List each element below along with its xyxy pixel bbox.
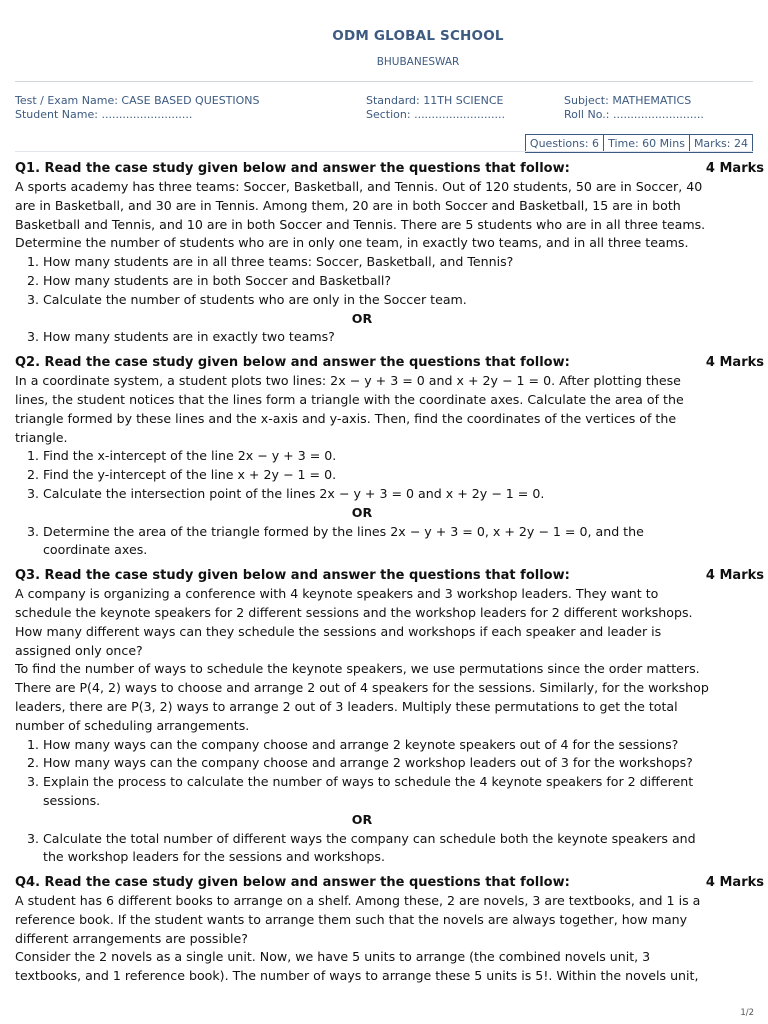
school-name: ODM GLOBAL SCHOOL: [332, 28, 504, 44]
sub-question: 2. How many ways can the company choose and arrange 2 workshop leaders out of 3 for the workshops?: [43, 754, 709, 773]
question-marks: 4 Marks: [705, 875, 764, 891]
question-4: [15, 873, 766, 986]
question-1: [15, 159, 766, 347]
sub-question: 2. How many students are in both Soccer and Basketball?: [43, 272, 709, 291]
sub-question: 3. Calculate the intersection point of the lines 2x − y + 3 = 0 and x + 2y − 1 = 0.: [43, 485, 709, 504]
case-text: A sports academy has three teams: Soccer, Basketball, and Tennis. Out of 120 students, 50 are in Soccer, 40 are in Basketball, and 30 are in Tennis. Among them, 20 are in both Soccer and Basketball, 15 are in both Basketball and Tennis, and 10 are in both Soccer and Tennis. There are 5 students who are in all three teams. Determine the number of students who are in only one team, in exactly two teams, and in all three teams.: [15, 179, 706, 251]
sub-question: 2. Find the y-intercept of the line x + 2y − 1 = 0.: [43, 466, 709, 485]
summary-divider: [15, 151, 753, 152]
standard: Standard: 11TH SCIENCE: [366, 94, 504, 107]
question-title: Q2. Read the case study given below and answer the questions that follow:: [15, 355, 570, 371]
question-marks: 4 Marks: [705, 355, 764, 371]
sub-question: 1. How many ways can the company choose and arrange 2 keynote speakers out of 4 for the sessions?: [43, 736, 709, 755]
student-name: Student Name: ..........................: [15, 108, 193, 121]
question-2: [15, 353, 766, 560]
page-number: 1/2: [740, 1008, 754, 1018]
alternate-sub-question: 3. Calculate the total number of different ways the company can schedule both the keynote speakers and the workshop leaders for the sessions and workshops.: [43, 830, 709, 868]
case-explanation: To find the number of ways to schedule the keynote speakers, we use permutations since the order matters. There are P(4, 2) ways to choose and arrange 2 out of 4 speakers for the sessions. Similarly, for the workshop leaders, there are P(3, 2) ways to arrange 2 out of 3 leaders. Multiply these permutations to get the total number of scheduling arrangements.: [15, 661, 709, 733]
case-text: In a coordinate system, a student plots two lines: 2x − y + 3 = 0 and x + 2y − 1 = 0. After plotting these lines, the student notices that the lines form a triangle with the coordinate axes. Calculate the area of the triangle formed by these lines and the x-axis and y-axis. Then, find the coordinates of the vertices of the triangle.: [15, 373, 684, 445]
time-limit: Time: 60 Mins: [603, 135, 689, 152]
header-divider: [15, 81, 753, 82]
or-separator: OR: [351, 310, 373, 326]
question-title: Q1. Read the case study given below and answer the questions that follow:: [15, 161, 570, 176]
question-title: Q3. Read the case study given below and answer the questions that follow:: [15, 568, 570, 584]
alternate-sub-question: 3. How many students are in exactly two teams?: [43, 328, 709, 347]
or-separator: OR: [351, 504, 373, 520]
alternate-sub-question: 3. Determine the area of the triangle formed by the lines 2x − y + 3 = 0, x + 2y − 1 = 0, and the coordinate axes.: [43, 523, 709, 561]
question-marks: 4 Marks: [705, 161, 764, 176]
sub-question: 1. How many students are in all three teams: Soccer, Basketball, and Tennis?: [43, 253, 709, 272]
school-city: BHUBANESWAR: [376, 56, 460, 68]
question-title: Q4. Read the case study given below and answer the questions that follow:: [15, 875, 570, 891]
subject: Subject: MATHEMATICS: [564, 94, 692, 107]
question-list: [15, 159, 766, 992]
roll-no: Roll No.: ..........................: [564, 108, 704, 121]
case-text: A student has 6 different books to arrange on a shelf. Among these, 2 are novels, 3 are textbooks, and 1 is a reference book. If the student wants to arrange them such that the novels are always together, how many different arrangements are possible?: [15, 893, 701, 946]
exam-name: Test / Exam Name: CASE BASED QUESTIONS: [15, 94, 260, 107]
sub-question: 1. Find the x-intercept of the line 2x − y + 3 = 0.: [43, 447, 709, 466]
question-3: [15, 566, 766, 867]
total-marks: Marks: 24: [689, 135, 752, 152]
question-marks: 4 Marks: [705, 568, 764, 584]
sub-question: 3. Calculate the number of students who are only in the Soccer team.: [43, 291, 709, 310]
or-separator: OR: [351, 811, 373, 827]
questions-count: Questions: 6: [529, 137, 600, 150]
case-explanation: Consider the 2 novels as a single unit. Now, we have 5 units to arrange (the combined novels unit, 3 textbooks, and 1 reference book). The number of ways to arrange these 5 units is 5!. Within the novels unit,: [15, 949, 699, 984]
case-text: A company is organizing a conference with 4 keynote speakers and 3 workshop leaders. They want to schedule the keynote speakers for 2 different sessions and the workshop leaders for 2 different workshops. How many different ways can they schedule the sessions and workshops if each speaker and leader is assigned only once?: [15, 586, 693, 658]
sub-question: 3. Explain the process to calculate the number of ways to schedule the 4 keynote speakers for 2 different sessions.: [43, 773, 709, 811]
section: Section: ..........................: [366, 108, 505, 121]
